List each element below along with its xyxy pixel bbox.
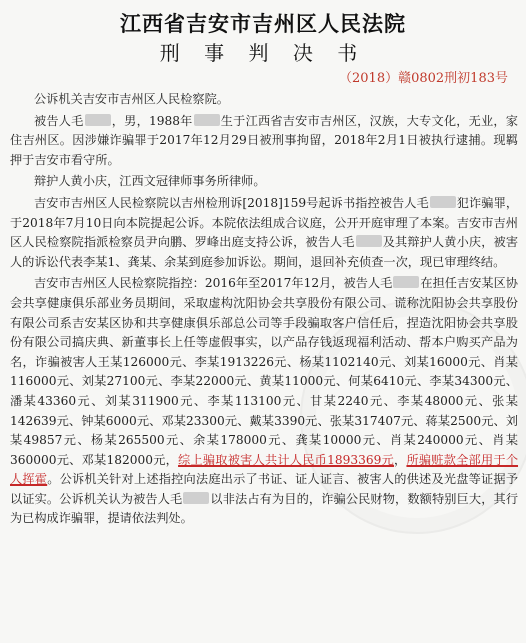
total-amount-highlight: 综上骗取被害人共计人民币1893369元 [178,452,395,467]
defendant-text-3: 生于江西省吉安市吉州区，汉族，大专文化，无业，家住吉州区。因涉嫌诈骗罪于2017年12月29日被刑事拘留，2018年2月1日被执行逮捕。现羁押于吉安市看守所。 [10,113,518,167]
defendant-paragraph [10,112,518,171]
charges-text-4: 以非法占有为目的，诈骗公民财物，数额特别巨大，其行为已构成诈骗罪，提请依法判处。 [10,491,519,526]
defense-text: 辩护人黄小庆，江西文冠律师事务所律师。 [34,174,266,189]
charges-paragraph [10,274,518,529]
defense-paragraph [10,172,518,192]
document-type: 刑 事 判 决 书 [159,41,367,65]
charges-text-3: 。公诉机关针对上述指控向法庭出示了书证、证人证言、被害人的供述及光盘等证据予以证实。公诉机关认为被告人毛 [10,472,519,506]
procedure-text-2: 犯诈骗罪，于2018年7月10日向本院提起公诉。本院依法组成合议庭，公开开庭审理了本案。吉安市吉州区人民检察院指派检察员尹向鹏、罗峰出庭支持公诉，被告人毛 [10,195,519,250]
redacted-name [393,276,419,288]
charges-text-2: 在担任吉安某区协会共享健康俱乐部业务员期间，采取虚构沈阳协会共享股份有限公司、谎称沈阳协会共享股份有限公司系吉安某区协和共享健康俱乐部总公司等手段骗取客户信任后，捏造沈阳协会共享股份有限公司搞庆典、新董事长上任等虚假事实，以产品存钱返现福利活动、帮本户购买产品为名，诈骗被害人王某126000元、李某1913226元、杨某1102140元、刘某16000元、肖某116000元、刘某27100元、李某22000元、黄某11000元、何某6410元、李某34300元、潘某43360元、刘某311900元、李某113100元、甘某2240元、李某48000元、张某142639元、钟某6000元、邓某23300元、戴某3390元、张某317407元、蒋某2500元、刘某49857元、杨某265500元、余某178000元、龚某10000元、肖某240000元、肖某360000元、邓某182000元， [10,276,518,467]
defendant-text-1: 被告人毛 [34,113,84,128]
case-number: （2018）赣0802刑初183号 [339,71,508,86]
embezzlement-highlight: 所骗赃款全部用于个人挥霍 [10,452,519,487]
procedure-paragraph [10,194,518,272]
judgment-body [10,90,518,531]
charges-comma: ， [394,452,407,467]
redacted-birthdate [194,114,220,126]
redacted-name [430,196,456,208]
redacted-name [356,235,382,247]
prosecutor-paragraph [10,90,518,110]
redacted-name [85,114,111,126]
procedure-text-1: 吉安市吉州区人民检察院以吉州检刑诉[2018]159号起诉书指控被告人毛 [34,195,429,210]
charges-text-1: 吉安市吉州区人民检察院指控：2016年至2017年12月，被告人毛 [34,276,393,291]
procedure-text-3: 及其辩护人黄小庆，被害人的诉讼代表李某1、龚某、余某到庭参加诉讼。期间，退回补充侦查一次，现已审理终结。 [10,235,519,269]
court-name: 江西省吉安市吉州区人民法院 [120,11,406,36]
prosecutor-text: 公诉机关吉安市吉州区人民检察院。 [34,92,229,106]
redacted-name [183,492,209,504]
defendant-text-2: ，男，1988年 [111,113,193,128]
